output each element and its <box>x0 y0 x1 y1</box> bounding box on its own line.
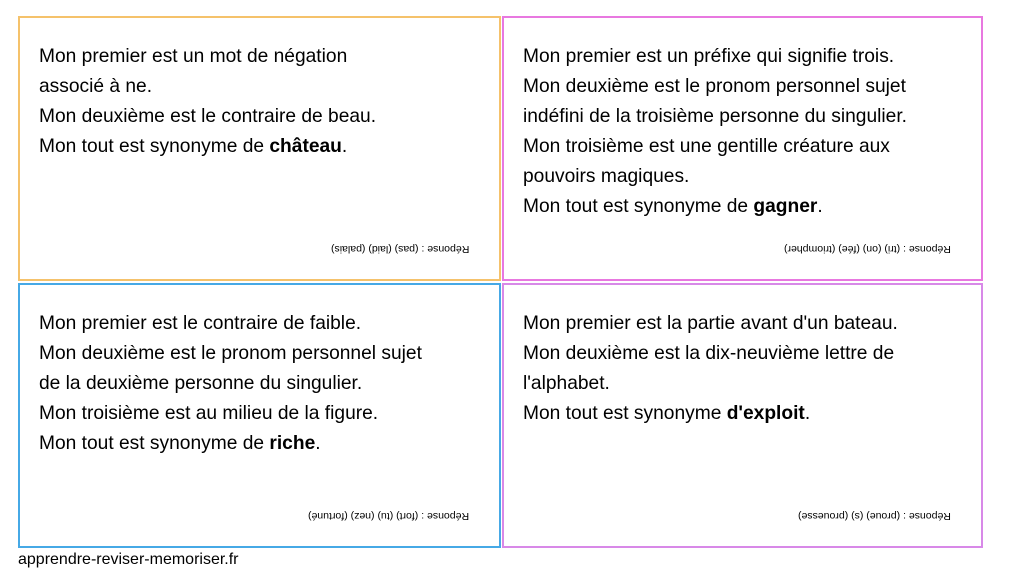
upside-down-answer: Réponse : (pas) (laid) (palais) <box>330 243 469 255</box>
riddle-line: de la deuxième personne du singulier. <box>39 373 363 394</box>
riddle-final-line <box>39 132 485 162</box>
riddle-card-3 <box>18 283 501 548</box>
riddle-final-line <box>39 429 485 459</box>
riddle-text <box>39 309 485 459</box>
answer-synonym: gagner <box>753 196 818 217</box>
final-suffix: . <box>817 196 823 217</box>
riddle-line: Mon deuxième est la dix-neuvième lettre de <box>523 343 895 364</box>
final-prefix: Mon tout est synonyme de <box>523 196 754 217</box>
answer-synonym: château <box>269 136 342 157</box>
riddle-line: Mon premier est un mot de négation <box>39 46 348 67</box>
riddle-card-4 <box>502 283 983 548</box>
final-suffix: . <box>315 433 321 454</box>
answer-synonym: d'exploit <box>726 403 805 424</box>
upside-down-answer: Réponse : (tri) (on) (fée) (triompher) <box>784 243 951 255</box>
riddle-text <box>39 42 485 162</box>
riddle-line: Mon troisième est une gentille créature aux <box>523 136 890 157</box>
riddle-line: Mon premier est la partie avant d'un bateau. <box>523 313 898 334</box>
riddle-line: indéfini de la troisième personne du singulier. <box>523 106 907 127</box>
final-prefix: Mon tout est synonyme de <box>39 433 270 454</box>
final-prefix: Mon tout est synonyme <box>523 403 727 424</box>
riddle-line: Mon deuxième est le pronom personnel sujet <box>523 76 906 97</box>
final-suffix: . <box>804 403 811 424</box>
riddle-line: Mon premier est un préfixe qui signifie trois. <box>523 46 895 67</box>
riddle-line: l'alphabet. <box>523 373 610 394</box>
upside-down-answer: Réponse : (fort) (tu) (nez) (fortuné) <box>307 510 469 522</box>
riddle-line: Mon premier est le contraire de faible. <box>39 313 362 334</box>
riddle-text <box>523 42 967 222</box>
riddle-line: Mon deuxième est le pronom personnel sujet <box>39 343 422 364</box>
riddle-line: associé à ne. <box>39 76 153 97</box>
riddle-card-1 <box>18 16 501 281</box>
final-prefix: Mon tout est synonyme de <box>39 136 270 157</box>
riddle-line: pouvoirs magiques. <box>523 166 690 187</box>
riddle-final-line <box>523 399 967 429</box>
upside-down-answer: Réponse : (proue) (s) (prouesse) <box>798 510 951 522</box>
riddle-card-2 <box>502 16 983 281</box>
riddle-line: Mon troisième est au milieu de la figure. <box>39 403 379 424</box>
riddle-final-line <box>523 192 967 222</box>
riddle-text <box>523 309 967 429</box>
answer-synonym: riche <box>269 433 316 454</box>
site-url-footer: apprendre-reviser-memoriser.fr <box>18 551 239 568</box>
riddle-line: Mon deuxième est le contraire de beau. <box>39 106 377 127</box>
final-suffix: . <box>341 136 348 157</box>
